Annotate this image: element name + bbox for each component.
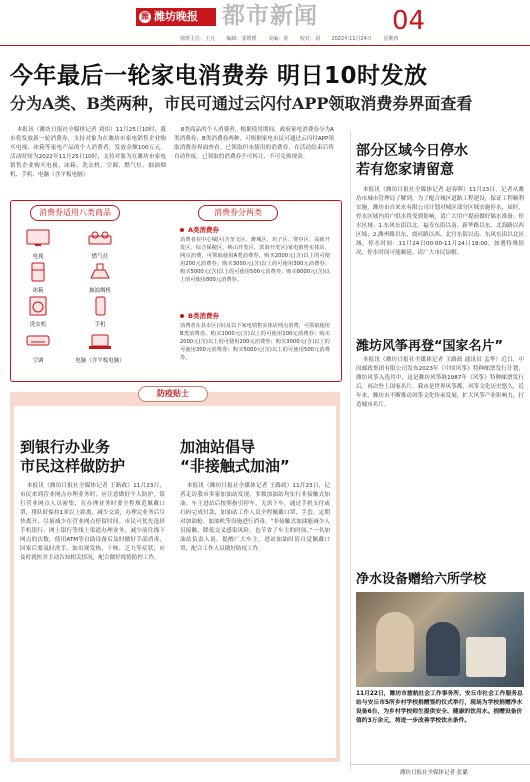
coupon-b-title: B类消费券: [188, 312, 219, 320]
meta-item: 星期四: [383, 36, 399, 42]
logo-mark-icon: 潍: [141, 12, 149, 21]
bullet-icon: [180, 314, 184, 318]
meta-item: 编辑：张媛媛: [226, 36, 257, 42]
lead-story-text: 8类商品的个人消费者。根据使用期间，政府家电消费券分为A类消费券，B类消费券两种，可根据家电市民可通过云闪付APP领取消费券界面查看。已领取但未使用的消费券，在活动结束后将自动作废。已领取的消费券不可转让、不可兑换现金。: [174, 127, 334, 160]
page-number: 04: [392, 6, 426, 36]
phone-icon: [87, 296, 113, 316]
masthead-rule: [0, 45, 530, 46]
newspaper-logo: [136, 8, 216, 26]
right-story2-text: 本报讯（潍坊日报社全媒体记者 王路政 通讯员 孟华）近日，中国邮政集团有限公司发布2023年《中国风筝》特种邮票发行计划，潍坊风筝入选其中，这是潍坊风筝继1987年《风筝》特种邮票发行后，再次登上国家名片。我市是世界风筝都，风筝文化历史悠久，近年来，潍坊市不断推动风筝文化传承发展，扩大风筝产业影响力，打造城市名片。: [356, 357, 524, 408]
notice-story1-text: 本报讯（潍坊日报社全媒体记者 王路政）11月23日，市民来到营业网点办理业务时，应注意做好个人防护。银行营业网点人员密集，在办理业务时要全程规范佩戴口罩，排队时保持1米以上距离，减少交谈，办理完业务后尽快离开，尽量减少在营业网点停留时间。市民可优先选择手机银行、网上银行等线上渠道办理业务，减少前往线下网点的次数。使用ATM等自助设备后及时做好手部消毒，回家后要及时洗手，如出现发热、干咳、乏力等症状，应及时就医并主动告知相关情况，配合做好疫情防控工作。: [20, 483, 165, 561]
coupon-left-title: 消费券适用八类商品: [30, 205, 120, 221]
masthead-meta: [180, 35, 526, 42]
right-story2-title: 潍坊风筝再登“国家名片”: [356, 339, 504, 354]
photo-figure: [426, 622, 460, 676]
meta-item: 校对：刘: [299, 36, 320, 42]
notice-story1-title: 到银行办业务 市民这样做防护: [20, 438, 126, 475]
laptop-icon: [87, 332, 113, 352]
appliance-label: 冰箱: [32, 288, 44, 294]
right-story3-title: 净水设备赠给六所学校: [356, 572, 487, 587]
gas-stove-icon: [87, 228, 113, 248]
appliance-ac: [16, 332, 60, 364]
appliance-washer: [16, 296, 60, 328]
logo-text: 潍坊晚报: [154, 10, 198, 23]
range-hood-icon: [87, 262, 113, 282]
notice-label: 防疫贴士: [138, 386, 208, 402]
meta-item: 2022年11月24日: [331, 36, 372, 42]
lead-story-text: 本报讯（潍坊日报社全媒体记者 刘伟）11月25日10时，我市将发放新一轮消费券，支持对象为在潍坊市家电销售企业购买电视、冰箱等家电产品的个人消费者，发放金额100万元。活动时间为2022年11月25日10时，支持对象为在潍坊市家电销售企业购买电视、冰箱、洗衣机、空调、燃气灶、抽油烟机、手机、电脑（含平板电脑）: [10, 127, 166, 178]
appliance-range-hood: [78, 262, 122, 294]
photo-figure: [466, 637, 506, 677]
news-photo: [356, 592, 524, 687]
notice-story2-text: 本报讯（潍坊日报社全媒体记者 王路政）11月23日，记者走访我市多家加油站发现，多数加油站均实行非接触式加油。车主进站后按照指引停车，无需下车，通过手机支付或扫码完成付款，加油站工作人员全程佩戴口罩、手套，定期对加油枪、加油机等设施进行消毒。“非接触式加油能减少人员接触，降低交叉感染风险，也节省了车主的时间。”一名加油站负责人说。提醒广大车主，进站加油时请自觉佩戴口罩，配合工作人员做好防疫工作。: [180, 483, 330, 552]
coupon-right-title: 消费券分两类: [198, 205, 278, 221]
notice-story1-body: [20, 482, 165, 752]
footer-credit: 潍坊日报社全媒体记者 张璐: [400, 770, 468, 776]
appliance-computer: [72, 332, 128, 364]
appliance-label: 手机: [94, 322, 106, 328]
appliance-label: 洗衣机: [29, 322, 47, 328]
appliance-label: 燃气灶: [91, 254, 109, 260]
footer-rule: [350, 764, 530, 765]
column-divider: [350, 130, 351, 770]
photo-figure: [376, 612, 414, 672]
air-conditioner-icon: [25, 332, 51, 352]
appliance-gas-stove: [78, 228, 122, 260]
right-story1-text: 本报讯（潍坊日报社全媒体记者 赵春晖）11月23日，记者从潍坊市城市管理局了解到，为了配合城区道路工程建设，保证工程顺利实施，潍坊市自来水有限公司计划对城区部分区域实施停水，届时，停水区域内用户供水将受到影响，请广大用户提前做好储水准备。停水区域：1.东风东街以北、福寿东街以南、新华路以东、北海路以西区域；2.潍州路以东、虞河路以西、北宫东街以南、东风东街以北区域。停水时间：11月24日00:00-11月24日18:00。如遇特殊情况，停水时间可能顺延，请广大市民谅解。: [356, 187, 524, 256]
headline-title: 今年最后一轮家电消费券 明日10时发放: [10, 63, 428, 89]
lead-story-col1: [10, 126, 166, 198]
tv-icon: [25, 228, 51, 248]
appliance-label: 抽油烟机: [88, 288, 111, 294]
fridge-icon: [25, 262, 51, 282]
appliance-fridge: [16, 262, 60, 294]
headline-subtitle: 分为A类、B类两种，市民可通过云闪付APP领取消费券界面查看: [10, 94, 473, 113]
right-story1-title: 部分区域今日停水 若有您家请留意: [356, 143, 468, 178]
appliance-label: 电视: [32, 254, 44, 260]
lead-story-col2: [174, 126, 334, 198]
section-title: 都市新闻: [222, 3, 318, 29]
appliance-label: 电脑（含平板电脑）: [75, 358, 125, 364]
meta-item: 值班主任：王凡: [180, 36, 216, 42]
notice-story2-title: 加油站倡导 “非接触式加油”: [180, 438, 290, 475]
coupon-a-title: A类消费券: [188, 226, 220, 234]
appliance-label: 空调: [32, 358, 44, 364]
washer-icon: [25, 296, 51, 316]
meta-item: 美编：黄: [268, 36, 289, 42]
coupon-b-text: 消费者在县市区(市)及以下家电销售实体店网点消费，可领取使用B类消费券。购买1000元(含)以上的可使用100元消费券；购买2000元(含)以上的可使用200元消费券；购买3000元(含)以上的可使用300元消费券；购买5000元(含)以上的可使用500元消费券。: [180, 323, 330, 361]
coupon-a-text: 消费者在中心城区(含奎文区、潍城区、坊子区、寒亭区、高新开发区、综合保税区、峡山开发区、滨海开发区)家电销售实体店、网点消费，可领取使用A类消费券。购买2000元(含)以上的可使用200元消费券；购买3000元(含)以上的可使用300元消费券；购买5000元(含)以上的可使用500元消费券；购买8000元(含)以上的可使用800元消费券。: [180, 237, 330, 283]
photo-caption: 11月22日，潍坊市慈航社会工作事务所、安丘市社会工作服务总站与安丘市5所乡村学校捐赠签约仪式举行，现场为学校捐赠净水设备6台，为乡村学校师生提供安全、健康的饮用水。捐赠设备价值约3万余元，将进一步改善学校饮水条件。: [356, 691, 523, 724]
notice-story2-body: [180, 482, 330, 752]
right-story2-body: [356, 356, 524, 556]
right-story1-body: [356, 186, 524, 326]
bullet-icon: [180, 228, 184, 232]
appliance-phone: [78, 296, 122, 328]
appliance-tv: [16, 228, 60, 260]
